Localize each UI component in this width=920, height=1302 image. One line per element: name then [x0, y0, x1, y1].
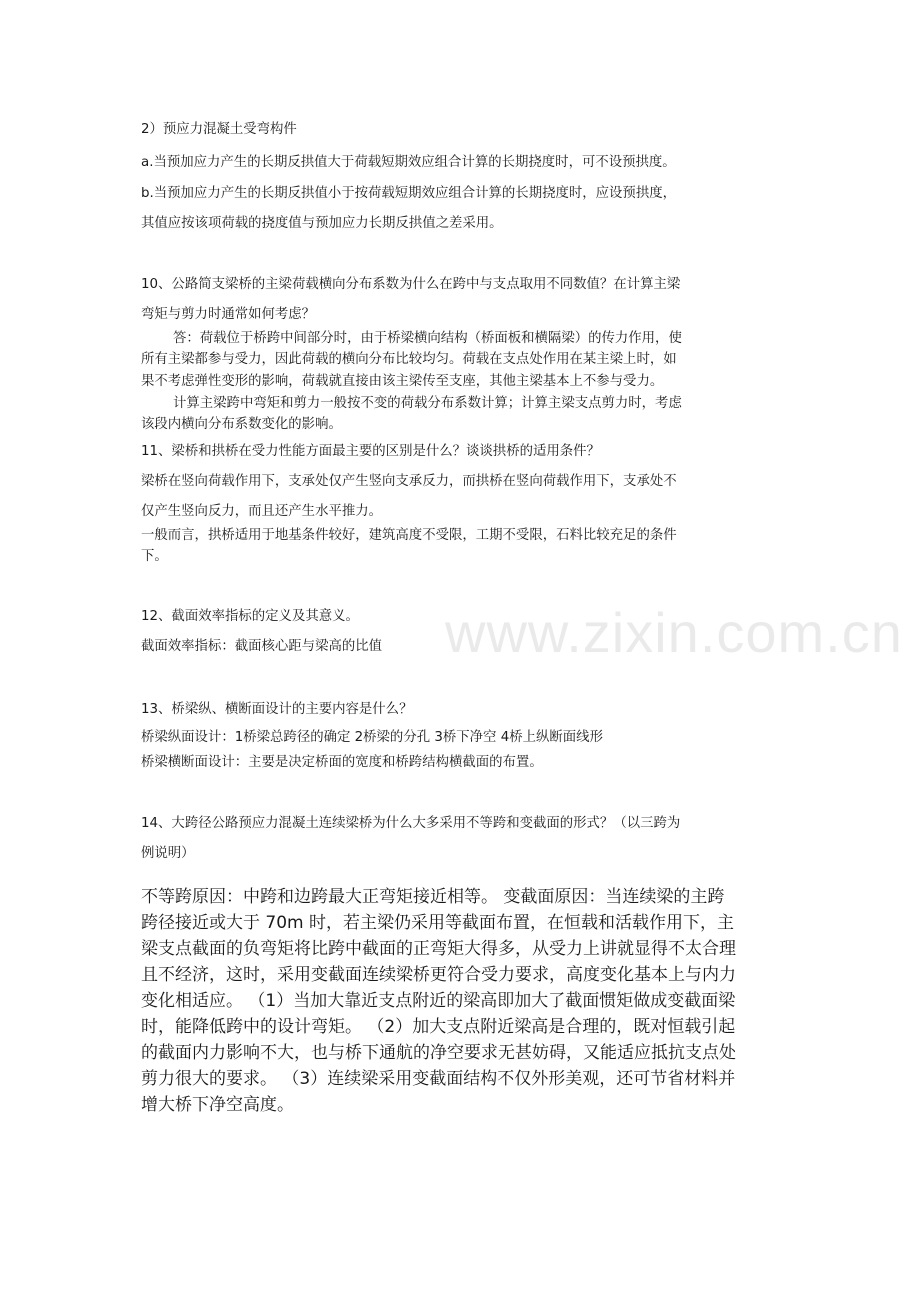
- section-2-title: 2）预应力混凝土受弯构件: [141, 122, 297, 137]
- q11-answer-line-3: 一般而言，拱桥适用于地基条件较好，建筑高度不受限，工期不受限，石料比较充足的条件: [141, 528, 677, 543]
- q13-answer-line-2: 桥梁横断面设计：主要是决定桥面的宽度和桥跨结构横截面的布置。: [141, 755, 543, 770]
- q11-question: 11、梁桥和拱桥在受力性能方面最主要的区别是什么？谈谈拱桥的适用条件？: [141, 444, 600, 459]
- q12-answer: 截面效率指标：截面核心距与梁高的比值: [141, 639, 383, 654]
- q12-question: 12、截面效率指标的定义及其意义。: [141, 609, 359, 624]
- q11-answer-line-1: 梁桥在竖向荷载作用下，支承处仅产生竖向支承反力，而拱桥在竖向荷载作用下，支承处不: [141, 474, 677, 489]
- q14-answer-line-3: 梁支点截面的负弯矩将比跨中截面的正弯矩大得多，从受力上讲就显得不太合理: [141, 939, 736, 959]
- q10-answer-line-1: 答：荷载位于桥跨中间部分时，由于桥梁横向结构（桥面板和横隔梁）的传力作用，使: [173, 331, 682, 346]
- q14-answer-line-8: 剪力很大的要求。 （3）连续梁采用变截面结构不仅外形美观，还可节省材料并: [141, 1069, 736, 1089]
- q10-answer-line-2: 所有主梁都参与受力，因此荷载的横向分布比较均匀。荷载在支点处作用在某主梁上时，如: [141, 352, 677, 367]
- q14-answer-line-6: 时，能降低跨中的设计弯矩。 （2）加大支点附近梁高是合理的，既对恒载引起: [141, 1017, 736, 1037]
- section-2-line-b2: 其值应按该项荷载的挠度值与预加应力长期反拱值之差采用。: [141, 216, 503, 231]
- q13-question: 13、桥梁纵、横断面设计的主要内容是什么？: [141, 702, 413, 717]
- q14-answer-line-2: 跨径接近或大于 70m 时，若主梁仍采用等截面布置，在恒载和活载作用下，主: [141, 913, 734, 933]
- q13-answer-line-1: 桥梁纵面设计：1桥梁总跨径的确定 2桥梁的分孔 3桥下净空 4桥上纵断面线形: [141, 730, 603, 745]
- section-2-line-b1: b.当预加应力产生的长期反拱值小于按荷载短期效应组合计算的长期挠度时，应设预拱度，: [141, 186, 676, 201]
- q10-answer-line-5: 该段内横向分布系数变化的影响。: [141, 417, 342, 432]
- q10-answer-line-3: 果不考虑弹性变形的影响，荷载就直接由该主梁传至支座，其他主梁基本上不参与受力。: [141, 374, 664, 389]
- q11-answer-line-4: 下。: [141, 549, 168, 564]
- q14-answer-line-4: 且不经济，这时，采用变截面连续梁桥更符合受力要求，高度变化基本上与内力: [141, 965, 736, 985]
- q10-answer-line-4: 计算主梁跨中弯矩和剪力一般按不变的荷载分布系数计算；计算主梁支点剪力时，考虑: [173, 396, 682, 411]
- watermark: www.zixin.com.cn: [445, 601, 903, 664]
- q14-question-line-2: 例说明）: [141, 846, 195, 861]
- q11-answer-line-2: 仅产生竖向反力，而且还产生水平推力。: [141, 504, 383, 519]
- q14-answer-line-1: 不等跨原因：中跨和边跨最大正弯矩接近相等。 变截面原因：当连续梁的主跨: [141, 887, 725, 907]
- q10-question-line-1: 10、公路简支梁桥的主梁荷载横向分布系数为什么在跨中与支点取用不同数值？在计算主梁: [141, 277, 681, 292]
- q14-question-line-1: 14、大跨径公路预应力混凝土连续梁桥为什么大多采用不等跨和变截面的形式？（以三跨为: [141, 816, 681, 831]
- section-2-line-a: a.当预加应力产生的长期反拱值大于荷载短期效应组合计算的长期挠度时，可不设预拱度。: [141, 155, 676, 170]
- q10-question-line-2: 弯矩与剪力时通常如何考虑？: [141, 307, 316, 322]
- q14-answer-line-9: 增大桥下净空高度。: [141, 1095, 294, 1115]
- q14-answer-line-7: 的截面内力影响不大，也与桥下通航的净空要求无甚妨碍，又能适应抵抗支点处: [141, 1043, 736, 1063]
- q14-answer-line-5: 变化相适应。 （1）当加大靠近支点附近的梁高即加大了截面惯矩做成变截面梁: [141, 991, 736, 1011]
